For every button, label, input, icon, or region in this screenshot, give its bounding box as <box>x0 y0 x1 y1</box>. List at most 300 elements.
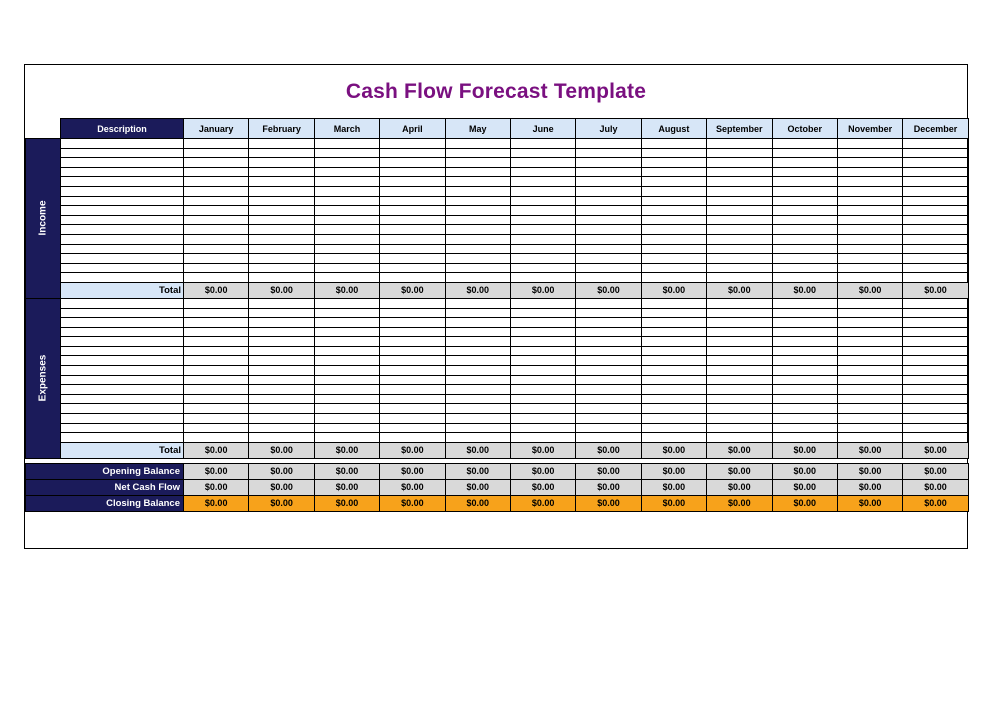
expenses-amount-cell[interactable] <box>380 375 445 385</box>
income-amount-cell[interactable] <box>184 158 249 168</box>
expenses-amount-cell[interactable] <box>903 298 968 308</box>
expenses-amount-cell[interactable] <box>249 423 314 433</box>
income-amount-cell[interactable] <box>249 186 314 196</box>
income-amount-cell[interactable] <box>380 186 445 196</box>
expenses-amount-cell[interactable] <box>510 337 575 347</box>
expenses-amount-cell[interactable] <box>249 385 314 395</box>
expenses-amount-cell[interactable] <box>314 356 379 366</box>
income-amount-cell[interactable] <box>445 225 510 235</box>
income-amount-cell[interactable] <box>576 139 641 149</box>
expenses-amount-cell[interactable] <box>772 356 837 366</box>
expenses-amount-cell[interactable] <box>314 327 379 337</box>
expenses-amount-cell[interactable] <box>445 346 510 356</box>
expenses-amount-cell[interactable] <box>249 318 314 328</box>
income-amount-cell[interactable] <box>576 186 641 196</box>
income-amount-cell[interactable] <box>184 167 249 177</box>
income-amount-cell[interactable] <box>510 254 575 264</box>
expenses-amount-cell[interactable] <box>314 423 379 433</box>
income-amount-cell[interactable] <box>314 225 379 235</box>
expenses-amount-cell[interactable] <box>641 385 706 395</box>
income-amount-cell[interactable] <box>641 273 706 283</box>
expenses-amount-cell[interactable] <box>641 366 706 376</box>
income-amount-cell[interactable] <box>903 263 968 273</box>
income-amount-cell[interactable] <box>576 244 641 254</box>
income-amount-cell[interactable] <box>445 206 510 216</box>
expenses-amount-cell[interactable] <box>837 394 902 404</box>
income-amount-cell[interactable] <box>314 196 379 206</box>
expenses-amount-cell[interactable] <box>903 433 968 443</box>
income-amount-cell[interactable] <box>772 225 837 235</box>
income-amount-cell[interactable] <box>707 158 772 168</box>
income-description-cell[interactable] <box>61 263 184 273</box>
income-description-cell[interactable] <box>61 206 184 216</box>
income-amount-cell[interactable] <box>184 186 249 196</box>
expenses-description-cell[interactable] <box>61 375 184 385</box>
expenses-amount-cell[interactable] <box>837 337 902 347</box>
income-amount-cell[interactable] <box>184 148 249 158</box>
income-amount-cell[interactable] <box>903 177 968 187</box>
expenses-amount-cell[interactable] <box>380 433 445 443</box>
expenses-amount-cell[interactable] <box>707 394 772 404</box>
income-amount-cell[interactable] <box>576 225 641 235</box>
income-amount-cell[interactable] <box>576 254 641 264</box>
expenses-amount-cell[interactable] <box>510 375 575 385</box>
expenses-amount-cell[interactable] <box>641 346 706 356</box>
income-amount-cell[interactable] <box>445 177 510 187</box>
expenses-amount-cell[interactable] <box>445 337 510 347</box>
expenses-amount-cell[interactable] <box>380 308 445 318</box>
income-amount-cell[interactable] <box>903 167 968 177</box>
income-amount-cell[interactable] <box>249 244 314 254</box>
income-amount-cell[interactable] <box>445 254 510 264</box>
expenses-amount-cell[interactable] <box>903 356 968 366</box>
expenses-description-cell[interactable] <box>61 308 184 318</box>
expenses-description-cell[interactable] <box>61 327 184 337</box>
expenses-amount-cell[interactable] <box>707 366 772 376</box>
income-amount-cell[interactable] <box>641 167 706 177</box>
expenses-amount-cell[interactable] <box>184 337 249 347</box>
expenses-amount-cell[interactable] <box>837 356 902 366</box>
expenses-amount-cell[interactable] <box>249 394 314 404</box>
income-amount-cell[interactable] <box>510 206 575 216</box>
income-amount-cell[interactable] <box>707 206 772 216</box>
income-amount-cell[interactable] <box>445 273 510 283</box>
expenses-amount-cell[interactable] <box>445 394 510 404</box>
income-description-cell[interactable] <box>61 244 184 254</box>
expenses-amount-cell[interactable] <box>184 423 249 433</box>
income-amount-cell[interactable] <box>707 148 772 158</box>
income-amount-cell[interactable] <box>314 167 379 177</box>
income-amount-cell[interactable] <box>837 167 902 177</box>
expenses-amount-cell[interactable] <box>249 366 314 376</box>
income-amount-cell[interactable] <box>314 206 379 216</box>
income-amount-cell[interactable] <box>445 196 510 206</box>
income-amount-cell[interactable] <box>380 254 445 264</box>
expenses-amount-cell[interactable] <box>380 404 445 414</box>
income-amount-cell[interactable] <box>772 263 837 273</box>
expenses-amount-cell[interactable] <box>445 385 510 395</box>
expenses-amount-cell[interactable] <box>837 346 902 356</box>
expenses-amount-cell[interactable] <box>576 308 641 318</box>
expenses-amount-cell[interactable] <box>772 375 837 385</box>
expenses-amount-cell[interactable] <box>903 423 968 433</box>
expenses-amount-cell[interactable] <box>903 337 968 347</box>
expenses-amount-cell[interactable] <box>837 375 902 385</box>
expenses-amount-cell[interactable] <box>837 366 902 376</box>
income-amount-cell[interactable] <box>641 196 706 206</box>
expenses-description-cell[interactable] <box>61 433 184 443</box>
expenses-amount-cell[interactable] <box>903 394 968 404</box>
expenses-amount-cell[interactable] <box>249 298 314 308</box>
income-amount-cell[interactable] <box>249 148 314 158</box>
income-amount-cell[interactable] <box>903 215 968 225</box>
income-amount-cell[interactable] <box>641 254 706 264</box>
expenses-amount-cell[interactable] <box>184 433 249 443</box>
expenses-amount-cell[interactable] <box>314 404 379 414</box>
expenses-amount-cell[interactable] <box>707 433 772 443</box>
expenses-amount-cell[interactable] <box>445 356 510 366</box>
expenses-amount-cell[interactable] <box>184 298 249 308</box>
income-description-cell[interactable] <box>61 158 184 168</box>
income-amount-cell[interactable] <box>641 158 706 168</box>
income-amount-cell[interactable] <box>641 225 706 235</box>
income-amount-cell[interactable] <box>380 225 445 235</box>
expenses-amount-cell[interactable] <box>314 346 379 356</box>
expenses-amount-cell[interactable] <box>445 375 510 385</box>
income-description-cell[interactable] <box>61 225 184 235</box>
income-amount-cell[interactable] <box>707 215 772 225</box>
income-amount-cell[interactable] <box>903 139 968 149</box>
expenses-description-cell[interactable] <box>61 356 184 366</box>
expenses-amount-cell[interactable] <box>903 404 968 414</box>
income-amount-cell[interactable] <box>510 167 575 177</box>
income-amount-cell[interactable] <box>314 263 379 273</box>
income-amount-cell[interactable] <box>837 206 902 216</box>
income-amount-cell[interactable] <box>707 273 772 283</box>
expenses-amount-cell[interactable] <box>184 404 249 414</box>
income-amount-cell[interactable] <box>903 234 968 244</box>
expenses-amount-cell[interactable] <box>641 394 706 404</box>
income-amount-cell[interactable] <box>249 215 314 225</box>
expenses-amount-cell[interactable] <box>380 366 445 376</box>
expenses-amount-cell[interactable] <box>707 356 772 366</box>
expenses-amount-cell[interactable] <box>772 394 837 404</box>
income-amount-cell[interactable] <box>314 177 379 187</box>
expenses-amount-cell[interactable] <box>641 308 706 318</box>
expenses-amount-cell[interactable] <box>903 385 968 395</box>
expenses-amount-cell[interactable] <box>314 414 379 424</box>
income-amount-cell[interactable] <box>314 234 379 244</box>
expenses-amount-cell[interactable] <box>184 308 249 318</box>
expenses-amount-cell[interactable] <box>184 356 249 366</box>
expenses-amount-cell[interactable] <box>707 414 772 424</box>
income-amount-cell[interactable] <box>314 139 379 149</box>
expenses-amount-cell[interactable] <box>445 366 510 376</box>
expenses-amount-cell[interactable] <box>837 318 902 328</box>
income-amount-cell[interactable] <box>576 167 641 177</box>
expenses-amount-cell[interactable] <box>184 414 249 424</box>
expenses-amount-cell[interactable] <box>772 414 837 424</box>
income-amount-cell[interactable] <box>837 196 902 206</box>
expenses-amount-cell[interactable] <box>576 298 641 308</box>
expenses-amount-cell[interactable] <box>249 346 314 356</box>
expenses-amount-cell[interactable] <box>837 423 902 433</box>
expenses-description-cell[interactable] <box>61 298 184 308</box>
expenses-amount-cell[interactable] <box>707 375 772 385</box>
income-amount-cell[interactable] <box>641 234 706 244</box>
income-amount-cell[interactable] <box>184 273 249 283</box>
income-amount-cell[interactable] <box>837 225 902 235</box>
expenses-amount-cell[interactable] <box>510 327 575 337</box>
expenses-amount-cell[interactable] <box>772 327 837 337</box>
expenses-amount-cell[interactable] <box>445 318 510 328</box>
expenses-amount-cell[interactable] <box>576 346 641 356</box>
expenses-amount-cell[interactable] <box>314 394 379 404</box>
income-amount-cell[interactable] <box>707 225 772 235</box>
expenses-amount-cell[interactable] <box>380 346 445 356</box>
expenses-amount-cell[interactable] <box>707 385 772 395</box>
income-amount-cell[interactable] <box>903 196 968 206</box>
income-amount-cell[interactable] <box>249 206 314 216</box>
income-amount-cell[interactable] <box>837 148 902 158</box>
expenses-amount-cell[interactable] <box>576 366 641 376</box>
income-amount-cell[interactable] <box>707 263 772 273</box>
income-amount-cell[interactable] <box>837 177 902 187</box>
income-amount-cell[interactable] <box>641 186 706 196</box>
income-amount-cell[interactable] <box>772 234 837 244</box>
income-amount-cell[interactable] <box>576 177 641 187</box>
expenses-amount-cell[interactable] <box>445 327 510 337</box>
expenses-amount-cell[interactable] <box>707 327 772 337</box>
income-amount-cell[interactable] <box>772 167 837 177</box>
expenses-amount-cell[interactable] <box>249 375 314 385</box>
expenses-amount-cell[interactable] <box>510 394 575 404</box>
expenses-amount-cell[interactable] <box>510 366 575 376</box>
expenses-amount-cell[interactable] <box>641 423 706 433</box>
expenses-amount-cell[interactable] <box>772 318 837 328</box>
expenses-amount-cell[interactable] <box>510 356 575 366</box>
income-amount-cell[interactable] <box>837 186 902 196</box>
expenses-description-cell[interactable] <box>61 414 184 424</box>
income-amount-cell[interactable] <box>510 148 575 158</box>
income-amount-cell[interactable] <box>576 234 641 244</box>
expenses-amount-cell[interactable] <box>576 414 641 424</box>
income-amount-cell[interactable] <box>641 148 706 158</box>
income-amount-cell[interactable] <box>707 139 772 149</box>
income-amount-cell[interactable] <box>772 273 837 283</box>
income-amount-cell[interactable] <box>184 215 249 225</box>
expenses-description-cell[interactable] <box>61 337 184 347</box>
income-amount-cell[interactable] <box>707 196 772 206</box>
income-amount-cell[interactable] <box>707 186 772 196</box>
expenses-amount-cell[interactable] <box>837 308 902 318</box>
income-amount-cell[interactable] <box>837 215 902 225</box>
income-amount-cell[interactable] <box>641 206 706 216</box>
expenses-amount-cell[interactable] <box>380 318 445 328</box>
income-amount-cell[interactable] <box>837 139 902 149</box>
income-amount-cell[interactable] <box>772 139 837 149</box>
income-description-cell[interactable] <box>61 234 184 244</box>
expenses-amount-cell[interactable] <box>380 356 445 366</box>
income-amount-cell[interactable] <box>772 158 837 168</box>
expenses-amount-cell[interactable] <box>445 404 510 414</box>
expenses-amount-cell[interactable] <box>576 404 641 414</box>
income-amount-cell[interactable] <box>380 148 445 158</box>
income-amount-cell[interactable] <box>184 254 249 264</box>
income-amount-cell[interactable] <box>445 158 510 168</box>
expenses-description-cell[interactable] <box>61 385 184 395</box>
expenses-amount-cell[interactable] <box>641 327 706 337</box>
income-amount-cell[interactable] <box>184 196 249 206</box>
expenses-amount-cell[interactable] <box>641 298 706 308</box>
expenses-amount-cell[interactable] <box>641 337 706 347</box>
expenses-amount-cell[interactable] <box>380 337 445 347</box>
expenses-amount-cell[interactable] <box>903 327 968 337</box>
expenses-amount-cell[interactable] <box>903 318 968 328</box>
expenses-amount-cell[interactable] <box>641 356 706 366</box>
income-description-cell[interactable] <box>61 186 184 196</box>
income-amount-cell[interactable] <box>707 177 772 187</box>
income-amount-cell[interactable] <box>641 244 706 254</box>
income-amount-cell[interactable] <box>837 158 902 168</box>
expenses-description-cell[interactable] <box>61 404 184 414</box>
expenses-amount-cell[interactable] <box>510 423 575 433</box>
income-amount-cell[interactable] <box>380 206 445 216</box>
income-amount-cell[interactable] <box>249 196 314 206</box>
income-amount-cell[interactable] <box>249 225 314 235</box>
income-amount-cell[interactable] <box>641 215 706 225</box>
expenses-amount-cell[interactable] <box>707 298 772 308</box>
income-description-cell[interactable] <box>61 167 184 177</box>
expenses-description-cell[interactable] <box>61 394 184 404</box>
income-amount-cell[interactable] <box>837 273 902 283</box>
expenses-amount-cell[interactable] <box>184 318 249 328</box>
expenses-amount-cell[interactable] <box>184 346 249 356</box>
expenses-amount-cell[interactable] <box>707 346 772 356</box>
expenses-amount-cell[interactable] <box>184 366 249 376</box>
income-amount-cell[interactable] <box>380 139 445 149</box>
income-amount-cell[interactable] <box>772 206 837 216</box>
income-amount-cell[interactable] <box>903 254 968 264</box>
expenses-amount-cell[interactable] <box>837 385 902 395</box>
income-amount-cell[interactable] <box>576 263 641 273</box>
expenses-amount-cell[interactable] <box>772 346 837 356</box>
income-amount-cell[interactable] <box>249 234 314 244</box>
income-amount-cell[interactable] <box>641 263 706 273</box>
expenses-amount-cell[interactable] <box>576 385 641 395</box>
income-amount-cell[interactable] <box>184 139 249 149</box>
income-amount-cell[interactable] <box>445 244 510 254</box>
income-amount-cell[interactable] <box>380 244 445 254</box>
income-amount-cell[interactable] <box>249 177 314 187</box>
income-amount-cell[interactable] <box>249 273 314 283</box>
expenses-amount-cell[interactable] <box>445 308 510 318</box>
expenses-amount-cell[interactable] <box>184 327 249 337</box>
income-amount-cell[interactable] <box>641 177 706 187</box>
income-amount-cell[interactable] <box>184 263 249 273</box>
income-description-cell[interactable] <box>61 273 184 283</box>
expenses-amount-cell[interactable] <box>772 308 837 318</box>
income-amount-cell[interactable] <box>837 254 902 264</box>
income-amount-cell[interactable] <box>772 186 837 196</box>
income-amount-cell[interactable] <box>772 196 837 206</box>
expenses-amount-cell[interactable] <box>772 366 837 376</box>
expenses-amount-cell[interactable] <box>772 298 837 308</box>
income-amount-cell[interactable] <box>903 273 968 283</box>
expenses-amount-cell[interactable] <box>380 414 445 424</box>
income-amount-cell[interactable] <box>576 148 641 158</box>
expenses-amount-cell[interactable] <box>576 356 641 366</box>
expenses-amount-cell[interactable] <box>510 414 575 424</box>
expenses-amount-cell[interactable] <box>249 308 314 318</box>
expenses-amount-cell[interactable] <box>184 394 249 404</box>
expenses-amount-cell[interactable] <box>576 375 641 385</box>
income-amount-cell[interactable] <box>707 244 772 254</box>
income-amount-cell[interactable] <box>184 206 249 216</box>
expenses-amount-cell[interactable] <box>903 366 968 376</box>
income-amount-cell[interactable] <box>314 215 379 225</box>
income-amount-cell[interactable] <box>707 167 772 177</box>
income-amount-cell[interactable] <box>837 234 902 244</box>
income-amount-cell[interactable] <box>772 244 837 254</box>
income-amount-cell[interactable] <box>903 186 968 196</box>
income-amount-cell[interactable] <box>445 167 510 177</box>
expenses-amount-cell[interactable] <box>314 375 379 385</box>
expenses-amount-cell[interactable] <box>641 414 706 424</box>
expenses-amount-cell[interactable] <box>314 337 379 347</box>
income-amount-cell[interactable] <box>903 225 968 235</box>
expenses-amount-cell[interactable] <box>314 366 379 376</box>
income-amount-cell[interactable] <box>772 177 837 187</box>
expenses-amount-cell[interactable] <box>707 337 772 347</box>
income-amount-cell[interactable] <box>184 225 249 235</box>
income-amount-cell[interactable] <box>445 139 510 149</box>
income-amount-cell[interactable] <box>380 273 445 283</box>
expenses-amount-cell[interactable] <box>772 404 837 414</box>
income-amount-cell[interactable] <box>380 158 445 168</box>
expenses-amount-cell[interactable] <box>314 298 379 308</box>
expenses-amount-cell[interactable] <box>249 356 314 366</box>
income-amount-cell[interactable] <box>707 234 772 244</box>
income-amount-cell[interactable] <box>837 263 902 273</box>
income-amount-cell[interactable] <box>184 244 249 254</box>
expenses-amount-cell[interactable] <box>641 375 706 385</box>
expenses-amount-cell[interactable] <box>510 433 575 443</box>
income-amount-cell[interactable] <box>249 167 314 177</box>
expenses-description-cell[interactable] <box>61 423 184 433</box>
expenses-amount-cell[interactable] <box>184 385 249 395</box>
expenses-amount-cell[interactable] <box>903 375 968 385</box>
income-amount-cell[interactable] <box>510 186 575 196</box>
income-amount-cell[interactable] <box>380 167 445 177</box>
income-description-cell[interactable] <box>61 254 184 264</box>
income-amount-cell[interactable] <box>314 186 379 196</box>
income-amount-cell[interactable] <box>510 196 575 206</box>
expenses-amount-cell[interactable] <box>772 423 837 433</box>
income-amount-cell[interactable] <box>510 234 575 244</box>
expenses-amount-cell[interactable] <box>510 385 575 395</box>
expenses-amount-cell[interactable] <box>837 404 902 414</box>
income-amount-cell[interactable] <box>576 215 641 225</box>
expenses-amount-cell[interactable] <box>641 318 706 328</box>
expenses-amount-cell[interactable] <box>576 423 641 433</box>
income-amount-cell[interactable] <box>445 215 510 225</box>
expenses-amount-cell[interactable] <box>445 298 510 308</box>
expenses-amount-cell[interactable] <box>445 423 510 433</box>
expenses-amount-cell[interactable] <box>707 423 772 433</box>
income-amount-cell[interactable] <box>184 234 249 244</box>
income-amount-cell[interactable] <box>380 177 445 187</box>
